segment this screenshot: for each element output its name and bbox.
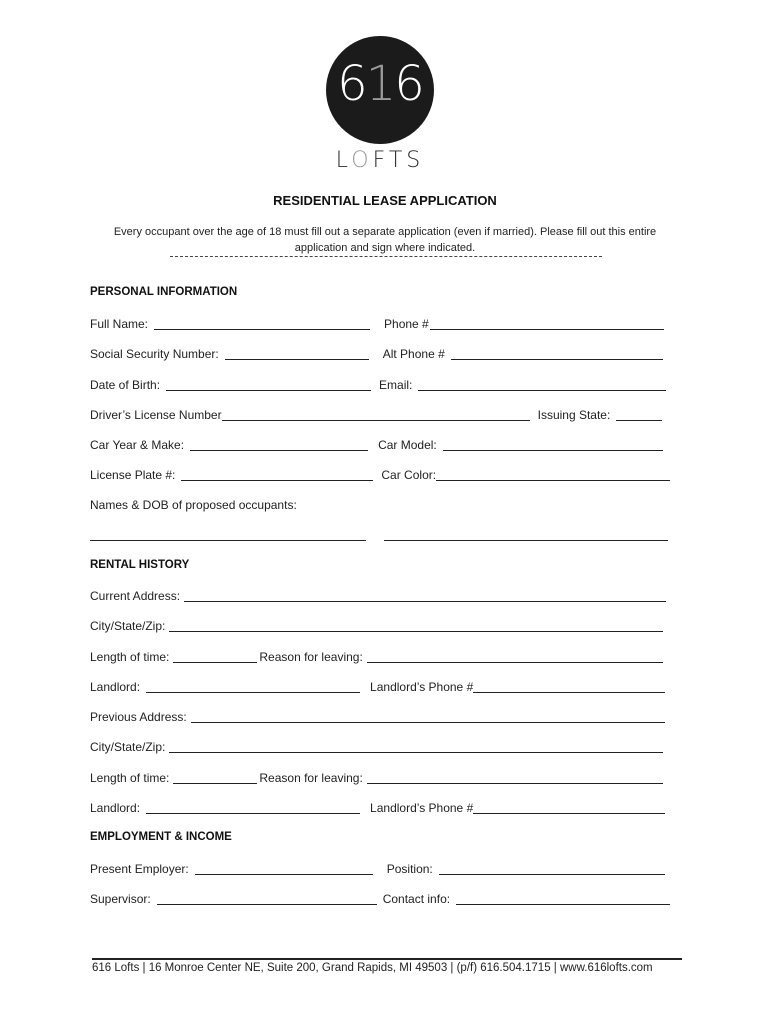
position-label: Position: <box>386 862 433 876</box>
full-name-field[interactable] <box>90 317 370 332</box>
length-of-time-field-1[interactable] <box>90 650 257 665</box>
issuing-state-label: Issuing State: <box>537 408 611 422</box>
row-supervisor <box>90 891 670 907</box>
ssn-field[interactable] <box>90 347 369 362</box>
previous-address-line[interactable] <box>191 722 665 723</box>
car-model-field[interactable] <box>378 438 663 453</box>
car-year-make-line[interactable] <box>190 450 368 451</box>
reason-leaving-label-2: Reason for leaving: <box>259 771 363 785</box>
landlord-phone-label-1: Landlord’s Phone # <box>370 680 474 694</box>
reason-leaving-line-1[interactable] <box>367 662 663 663</box>
row-drivers-license <box>90 407 662 423</box>
car-color-field[interactable] <box>381 468 670 483</box>
row-landlord-1 <box>90 679 665 695</box>
row-current-address <box>90 588 666 604</box>
landlord-line-1[interactable] <box>146 692 360 693</box>
full-name-label: Full Name: <box>90 317 149 331</box>
phone-field[interactable] <box>384 317 664 332</box>
dashed-divider <box>170 256 602 257</box>
occupant-line-right[interactable] <box>384 540 668 541</box>
footer-contact-info: 616 Lofts | 16 Monroe Center NE, Suite 200, Grand Rapids, MI 49503 | (p/f) 616.504.1715 | www.616lofts.com <box>92 962 653 974</box>
616-lofts-logo <box>324 36 436 176</box>
dob-label: Date of Birth: <box>90 378 161 392</box>
row-length-of-time-1 <box>90 649 663 665</box>
reason-leaving-field-1[interactable] <box>259 650 662 665</box>
occupant-line-left[interactable] <box>90 540 366 541</box>
present-employer-label: Present Employer: <box>90 862 189 876</box>
row-landlord-2 <box>90 800 665 816</box>
landlord-phone-label-2: Landlord’s Phone # <box>370 801 474 815</box>
supervisor-label: Supervisor: <box>90 892 151 906</box>
row-present-employer <box>90 861 665 877</box>
license-plate-label: License Plate #: <box>90 468 176 482</box>
present-employer-field[interactable] <box>90 862 373 877</box>
issuing-state-line[interactable] <box>616 420 662 421</box>
issuing-state-field[interactable] <box>538 408 663 423</box>
reason-leaving-label-1: Reason for leaving: <box>259 650 363 664</box>
city-state-zip-line-2[interactable] <box>169 752 663 753</box>
row-dob <box>90 377 666 393</box>
ssn-line[interactable] <box>225 359 369 360</box>
row-previous-address <box>90 709 665 725</box>
row-city-state-zip-2 <box>90 739 663 755</box>
landlord-field-1[interactable] <box>90 680 360 695</box>
row-length-of-time-2 <box>90 770 663 786</box>
row-occupants <box>90 497 297 513</box>
section-personal-information: PERSONAL INFORMATION <box>90 286 238 298</box>
landlord-phone-line-2[interactable] <box>473 813 665 814</box>
present-employer-line[interactable] <box>195 874 373 875</box>
position-line[interactable] <box>439 874 665 875</box>
length-of-time-label-1: Length of time: <box>90 650 170 664</box>
supervisor-field[interactable] <box>90 892 377 907</box>
length-of-time-line-1[interactable] <box>173 662 257 663</box>
city-state-zip-field-2[interactable] <box>90 740 663 755</box>
car-year-make-label: Car Year & Make: <box>90 438 185 452</box>
car-year-make-field[interactable] <box>90 438 368 453</box>
occupants-label: Names & DOB of proposed occupants: <box>90 498 297 512</box>
license-plate-line[interactable] <box>181 480 373 481</box>
document-title: RESIDENTIAL LEASE APPLICATION <box>273 193 497 208</box>
landlord-phone-field-2[interactable] <box>370 801 665 816</box>
supervisor-line[interactable] <box>157 904 377 905</box>
length-of-time-field-2[interactable] <box>90 771 257 786</box>
dob-field[interactable] <box>90 378 371 393</box>
city-state-zip-label-1: City/State/Zip: <box>90 619 166 633</box>
contact-info-field[interactable] <box>383 892 670 907</box>
car-model-label: Car Model: <box>378 438 437 452</box>
current-address-field[interactable] <box>90 589 666 604</box>
row-city-state-zip-1 <box>90 618 663 634</box>
landlord-label-2: Landlord: <box>90 801 141 815</box>
ssn-label: Social Security Number: <box>90 347 219 361</box>
dob-line[interactable] <box>166 390 371 391</box>
section-employment-income: EMPLOYMENT & INCOME <box>90 831 232 843</box>
license-plate-field[interactable] <box>90 468 373 483</box>
email-field[interactable] <box>379 378 666 393</box>
city-state-zip-line-1[interactable] <box>169 631 663 632</box>
previous-address-label: Previous Address: <box>90 710 187 724</box>
landlord-phone-field-1[interactable] <box>370 680 665 695</box>
city-state-zip-field-1[interactable] <box>90 619 663 634</box>
city-state-zip-label-2: City/State/Zip: <box>90 740 166 754</box>
reason-leaving-line-2[interactable] <box>367 783 663 784</box>
phone-line[interactable] <box>430 329 664 330</box>
car-color-line[interactable] <box>436 480 670 481</box>
current-address-line[interactable] <box>184 601 666 602</box>
landlord-line-2[interactable] <box>146 813 360 814</box>
length-of-time-label-2: Length of time: <box>90 771 170 785</box>
intro-text: Every occupant over the age of 18 must fill out a separate application (even if married). Please fill out this entire application and sign where indicated. <box>113 226 657 254</box>
alt-phone-line[interactable] <box>451 359 663 360</box>
row-full-name <box>90 316 664 332</box>
contact-info-line[interactable] <box>456 904 670 905</box>
drivers-license-line[interactable] <box>222 420 530 421</box>
landlord-phone-line-1[interactable] <box>473 692 665 693</box>
landlord-field-2[interactable] <box>90 801 360 816</box>
row-car-year-make <box>90 437 663 453</box>
row-ssn <box>90 346 663 362</box>
car-color-label: Car Color: <box>381 468 437 482</box>
reason-leaving-field-2[interactable] <box>259 771 662 786</box>
phone-label: Phone # <box>384 317 429 331</box>
alt-phone-label: Alt Phone # <box>382 347 445 361</box>
email-line[interactable] <box>418 390 666 391</box>
logo-number: 616 <box>337 56 423 112</box>
section-rental-history: RENTAL HISTORY <box>90 559 190 571</box>
position-field[interactable] <box>387 862 665 877</box>
landlord-label-1: Landlord: <box>90 680 141 694</box>
current-address-label: Current Address: <box>90 589 181 603</box>
full-name-line[interactable] <box>154 329 370 330</box>
email-label: Email: <box>379 378 413 392</box>
length-of-time-line-2[interactable] <box>173 783 257 784</box>
contact-info-label: Contact info: <box>382 892 451 906</box>
logo-wordmark: LOFTS <box>335 148 425 173</box>
car-model-line[interactable] <box>443 450 663 451</box>
previous-address-field[interactable] <box>90 710 665 725</box>
footer-divider <box>92 958 682 960</box>
drivers-license-label: Driver’s License Number <box>90 408 222 422</box>
alt-phone-field[interactable] <box>383 347 663 362</box>
drivers-license-field[interactable] <box>90 408 530 423</box>
row-license-plate <box>90 467 670 483</box>
